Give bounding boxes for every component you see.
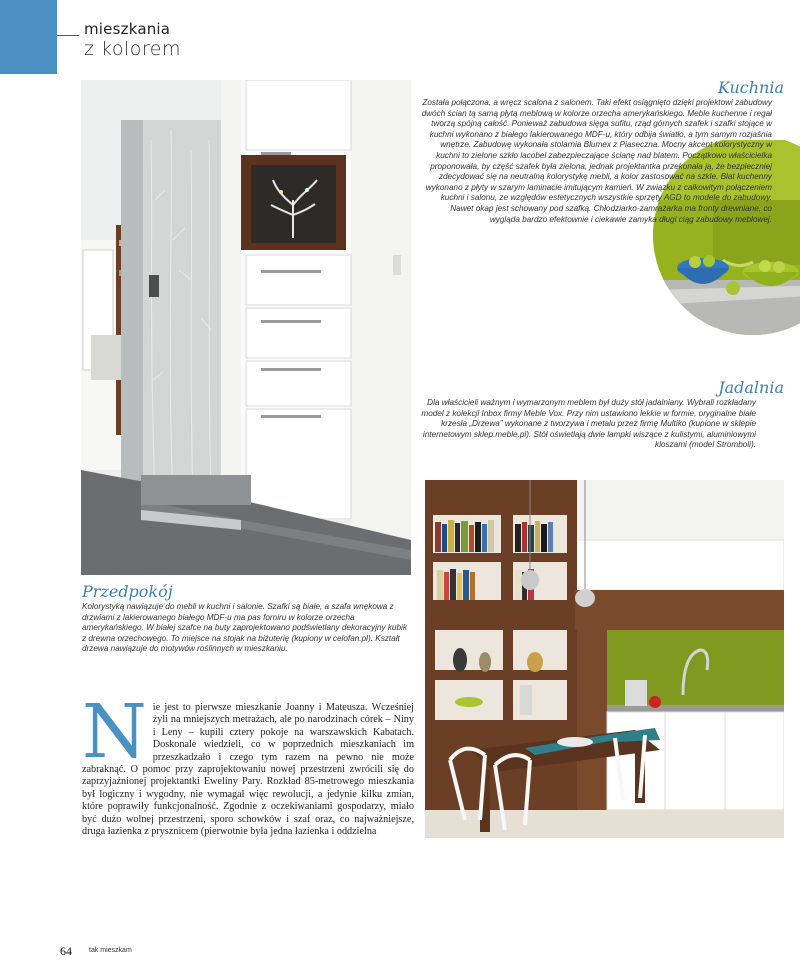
magazine-name: tak mieszkam [89, 947, 132, 954]
page-number: 64 [60, 944, 72, 958]
dining-caption: Dla właścicieli ważnym i wymarzonym meblem był duży stół jadalniany. Wybrali rozkładany model z kolekcji Inbox firmy Meble Vox. Przy nim ustawiono lekkie w formie, oryginalne białe krzesła „Drzewa” wykonane z tworzywa i metalu przez firmę Multiko (kupione w sklepie internetowym sklep.meble.pl). Stół oświetlają dwie lampki wiszące z kulistymi, aluminiowymi kloszami (model Stromboli). [421, 398, 756, 450]
dining-heading: Jadalnia [718, 378, 784, 397]
drop-cap: N [82, 689, 147, 775]
hallway-heading: Przedpokój [82, 582, 173, 601]
hallway-photo [81, 80, 411, 575]
kitchen-heading: Kuchnia [717, 78, 784, 97]
dining-room-photo [425, 480, 784, 838]
hallway-caption: Kolorystyką nawiązuje do mebli w kuchni i salonie. Szafki są białe, a szafa wnękowa z drzwiami z lakierowanego białego MDF-u ma pas forniru w kolorze orzecha amerykańskiego. W białej szafce na buty zaprojektowano podświetlany dekoracyjny kubik z drewna orzechowego. To miejsce na stojak na biżuterię (kupiony w celofan.pl). Kształt drzewa nawiązuje do motywów roślinnych w mieszkaniu. [82, 602, 407, 654]
kitchen-caption: Została połączona, a wręcz scalona z salonem. Taki efekt osiągnięto dzięki projektowi zabudowy dwóch ścian tą samą płytą meblową w kolorze orzecha amerykańskiego. Meble kuchenne i regał tworzą spójną całość. Ponieważ zabudowa sięga sufitu, rząd górnych szafek i szafki stojące w kuchni wykonano z białego lakierowanego MDF-u, który odbija światło, a tym samym rozjaśnia wnętrze. Zabudowę wykonała stolarnia Blumex z Piaseczna. Mocny akcent kolorystyczny w kuchni to zielone szkło lacobel zabezpieczające ścianę nad blatem. Początkowo właścicielka proponowała, by część szafek była zielona, jednak projektantka przekonała ją, że bezpieczniej zdecydować się na neutralną kolorystykę mebli, a kolor zastosować na szkle. Blat kuchenny wykonano z płyty w szarym laminacie imitującym kamień. W związku z całkowitym połączeniem kuchni i salonu, ze względów estetycznych wszystkie sprzęty AGD to modele do zabudowy. Nawet okap jest schowany pod szafką. Chłodziarko-zamrażarka ma fronty drewniane, co wygląda bardzo efektownie i ciekawie zamyka długi ciąg zabudowy meblowej. [421, 98, 772, 224]
article-body [82, 689, 414, 838]
article-text: ie jest to pierwsze mieszkanie Joanny i Mateusza. Wcześniej żyli na mniejszych metrażach, ale po narodzinach córek – Niny i Leny – kupili cztery pokoje na warszawskich Kabatach. Doskonale wiedzieli, co w poprzednich mieszkaniach im przeszkadzało i czego tym razem na pewno nie może zabraknąć. O pomoc przy zaprojektowaniu nowej przestrzeni zwrócili się do zaprzyjaźnionej projektantki Eweliny Pary. Rozkład 85-metrowego mieszkania był logiczny i wygodny, nie wymagał więc rewolucji, a jedynie kilku zmian, które poprawiły funkcjonalność. Zgodnie z oczekiwaniami gospodarzy, miało być dużo wolnej przestrzeni, sporo schowków i szaf oraz, co najważniejsze, druga łazienka z prysznicem (pierwotnie była jedna łazienka i oddzielna [82, 702, 414, 838]
section-rule [57, 35, 79, 36]
section-color-tab [0, 0, 57, 74]
section-subtitle: z kolorem [84, 38, 181, 60]
section-title: mieszkania [84, 20, 171, 38]
